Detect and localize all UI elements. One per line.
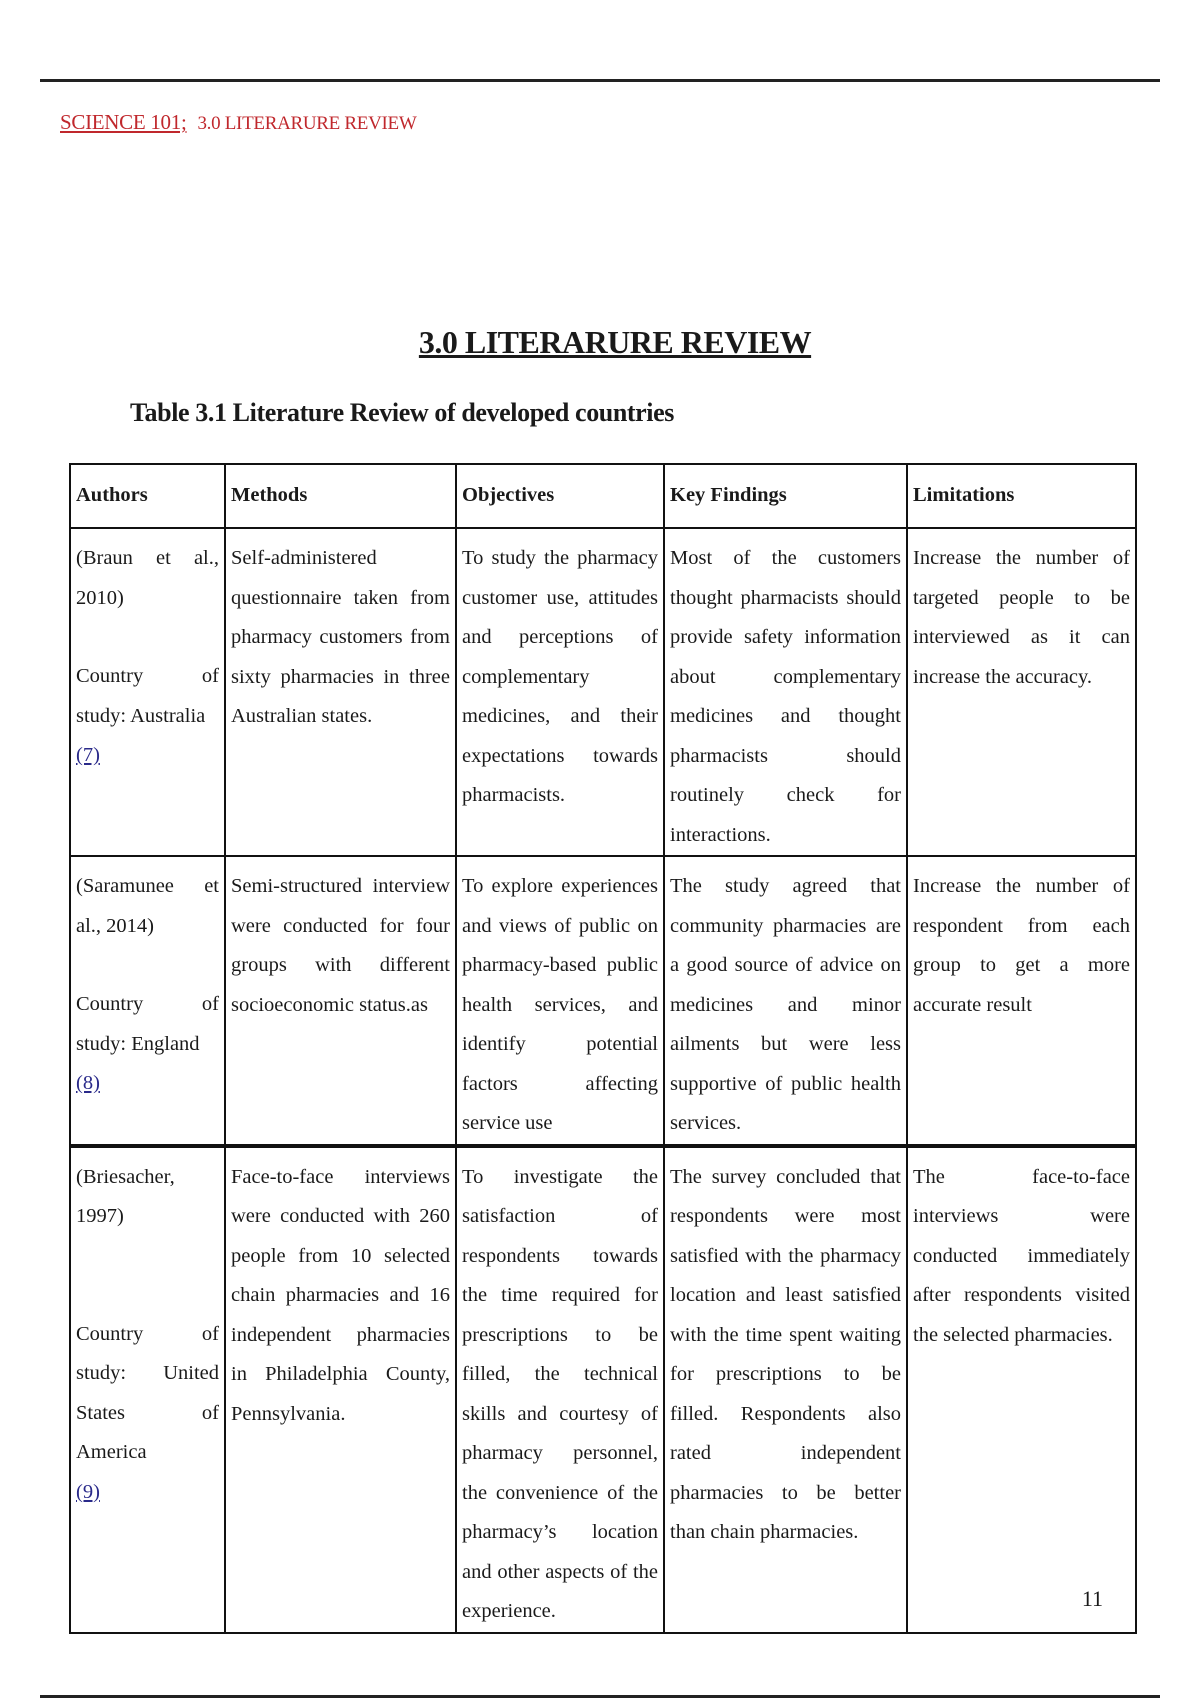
limitations-cell: The face-to-face interviews were conducted immediately after respondents visited the selected pharmacies. [907, 1146, 1136, 1633]
page-title: 3.0 LITERARURE REVIEW [418, 324, 812, 360]
authors-cell [70, 528, 225, 856]
author-citation: (Braun et al., 2010) [76, 547, 219, 609]
table-row [70, 528, 1136, 856]
column-header-limitations: Limitations [907, 464, 1136, 528]
page-number: 11 [1081, 1586, 1103, 1611]
reference-link[interactable]: (8) [76, 1072, 100, 1094]
column-header-objectives: Objectives [456, 464, 664, 528]
header-rule [40, 79, 1160, 82]
country-of-study: Country of study: United States of America [76, 1322, 219, 1463]
authors-cell [70, 1146, 225, 1633]
column-header-methods: Methods [225, 464, 456, 528]
key-findings-cell: Most of the customers thought pharmacists should provide safety information about complementary medicines and thought pharmacists should routinely check for interactions. [664, 528, 907, 856]
objectives-cell: To study the pharmacy customer use, attitudes and perceptions of complementary medicines, and their expectations towards pharmacists. [456, 528, 664, 856]
running-header-course: SCIENCE 101; [60, 110, 187, 134]
methods-cell: Semi-structured interview were conducted for four groups with different socioeconomic status.as [225, 856, 456, 1146]
column-header-key-findings: Key Findings [664, 464, 907, 528]
country-of-study: Country of study: Australia [76, 665, 219, 727]
running-header [60, 110, 416, 135]
limitations-cell: Increase the number of respondent from each group to get a more accurate result [907, 856, 1136, 1146]
limitations-cell: Increase the number of targeted people to be interviewed as it can increase the accuracy. [907, 528, 1136, 856]
table-row [70, 856, 1136, 1146]
reference-link[interactable]: (7) [76, 744, 100, 766]
table-row [70, 1146, 1136, 1633]
objectives-cell: To investigate the satisfaction of respondents towards the time required for prescriptions to be filled, the technical skills and courtesy of pharmacy personnel, the convenience of the pharmacy’s location and other aspects of the experience. [456, 1146, 664, 1633]
literature-review-table [69, 463, 1137, 1634]
methods-cell: Face-to-face interviews were conducted with 260 people from 10 selected chain pharmacies and 16 independent pharmacies in Philadelphia County, Pennsylvania. [225, 1146, 456, 1633]
table-caption: Table 3.1 Literature Review of developed countries [130, 398, 674, 427]
objectives-cell: To explore experiences and views of public on pharmacy-based public health services, and identify potential factors affecting service use [456, 856, 664, 1146]
country-of-study: Country of study: England [76, 993, 219, 1055]
table-header-row [70, 464, 1136, 528]
running-header-section: 3.0 LITERARURE REVIEW [197, 113, 417, 134]
author-citation: (Briesacher, 1997) [76, 1165, 175, 1227]
author-citation: (Saramunee et al., 2014) [76, 875, 219, 937]
key-findings-cell: The survey concluded that respondents were most satisfied with the pharmacy location and least satisfied with the time spent waiting for prescriptions to be filled. Respondents also rated independent pharmacies to be better than chain pharmacies. [664, 1146, 907, 1633]
reference-link[interactable]: (9) [76, 1480, 100, 1503]
methods-cell: Self-administered questionnaire taken from pharmacy customers from sixty pharmacies in three Australian states. [225, 528, 456, 856]
column-header-authors: Authors [70, 464, 225, 528]
footer-rule [40, 1695, 1160, 1698]
authors-cell [70, 856, 225, 1146]
key-findings-cell: The study agreed that community pharmacies are a good source of advice on medicines and minor ailments but were less supportive of public health services. [664, 856, 907, 1146]
